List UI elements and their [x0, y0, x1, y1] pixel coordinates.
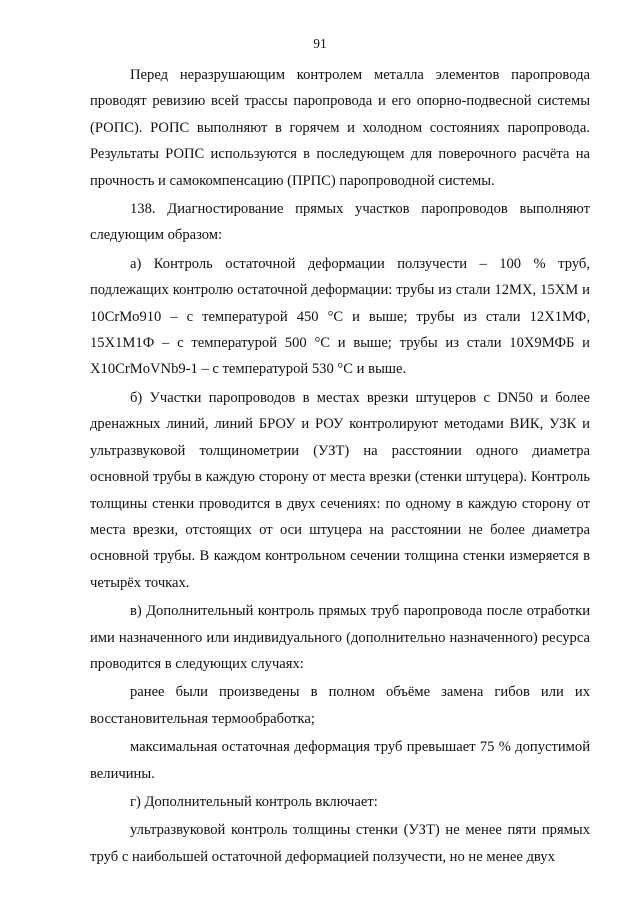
page-body — [90, 62, 590, 870]
paragraph-rops-intro: Перед неразрушающим контролем металла элементов паропровода проводят ревизию всей трассы паропровода и его опорно-подвесной системы (РОПС). РОПС выполняют в горячем и холодном состояниях паропровода. Результаты РОПС используются в последующем для поверочного расчёта на прочность и самокомпенсацию (ПРПС) паропроводной системы. — [90, 67, 590, 189]
paragraph-item-b: б) Участки паропроводов в местах врезки штуцеров с DN50 и более дренажных линий, линий БРОУ и РОУ контролируют методами ВИК, УЗК и ультразвуковой толщинометрии (УЗТ) на расстоянии одного диаметра основной трубы в каждую сторону от места врезки (стенки штуцера). Контроль толщины стенки проводится в двух сечениях: по одному в каждую сторону от места врезки, отстоящих от оси штуцера на расстоянии не более диаметра основной трубы. В каждом контрольном сечении толщина стенки измеряется в четырёх точках. — [90, 389, 590, 591]
paragraph-item-v: в) Дополнительный контроль прямых труб паропровода после отработки ими назначенного или индивидуального (дополнительно назначенного) ресурса проводится в следующих случаях: — [90, 603, 590, 672]
paragraph-uzt-control: ультразвуковой контроль толщины стенки (УЗТ) не менее пяти прямых труб с наибольшей остаточной деформацией ползучести, но не менее двух — [90, 822, 590, 865]
page-number: 91 — [313, 36, 327, 51]
paragraph-138-heading: 138. Диагностирование прямых участков паропроводов выполняют следующим образом: — [90, 201, 590, 244]
paragraph-item-a: а) Контроль остаточной деформации ползучести – 100 % труб, подлежащих контролю остаточной деформации: трубы из стали 12МХ, 15ХМ и 10CrMo910 – с температурой 450 °С и выше; трубы из стали 12Х1МФ, 15Х1М1Ф – с температурой 500 °С и выше; трубы из стали 10Х9МФБ и X10CrMoVNb9-1 – с температурой 530 °С и выше. — [90, 255, 590, 378]
paragraph-item-g: г) Дополнительный контроль включает: — [130, 793, 378, 810]
paragraph-case-2: максимальная остаточная деформация труб превышает 75 % допустимой величины. — [90, 739, 590, 782]
paragraph-case-1: ранее были произведены в полном объёме замена гибов или их восстановительная термообработка; — [90, 684, 590, 727]
